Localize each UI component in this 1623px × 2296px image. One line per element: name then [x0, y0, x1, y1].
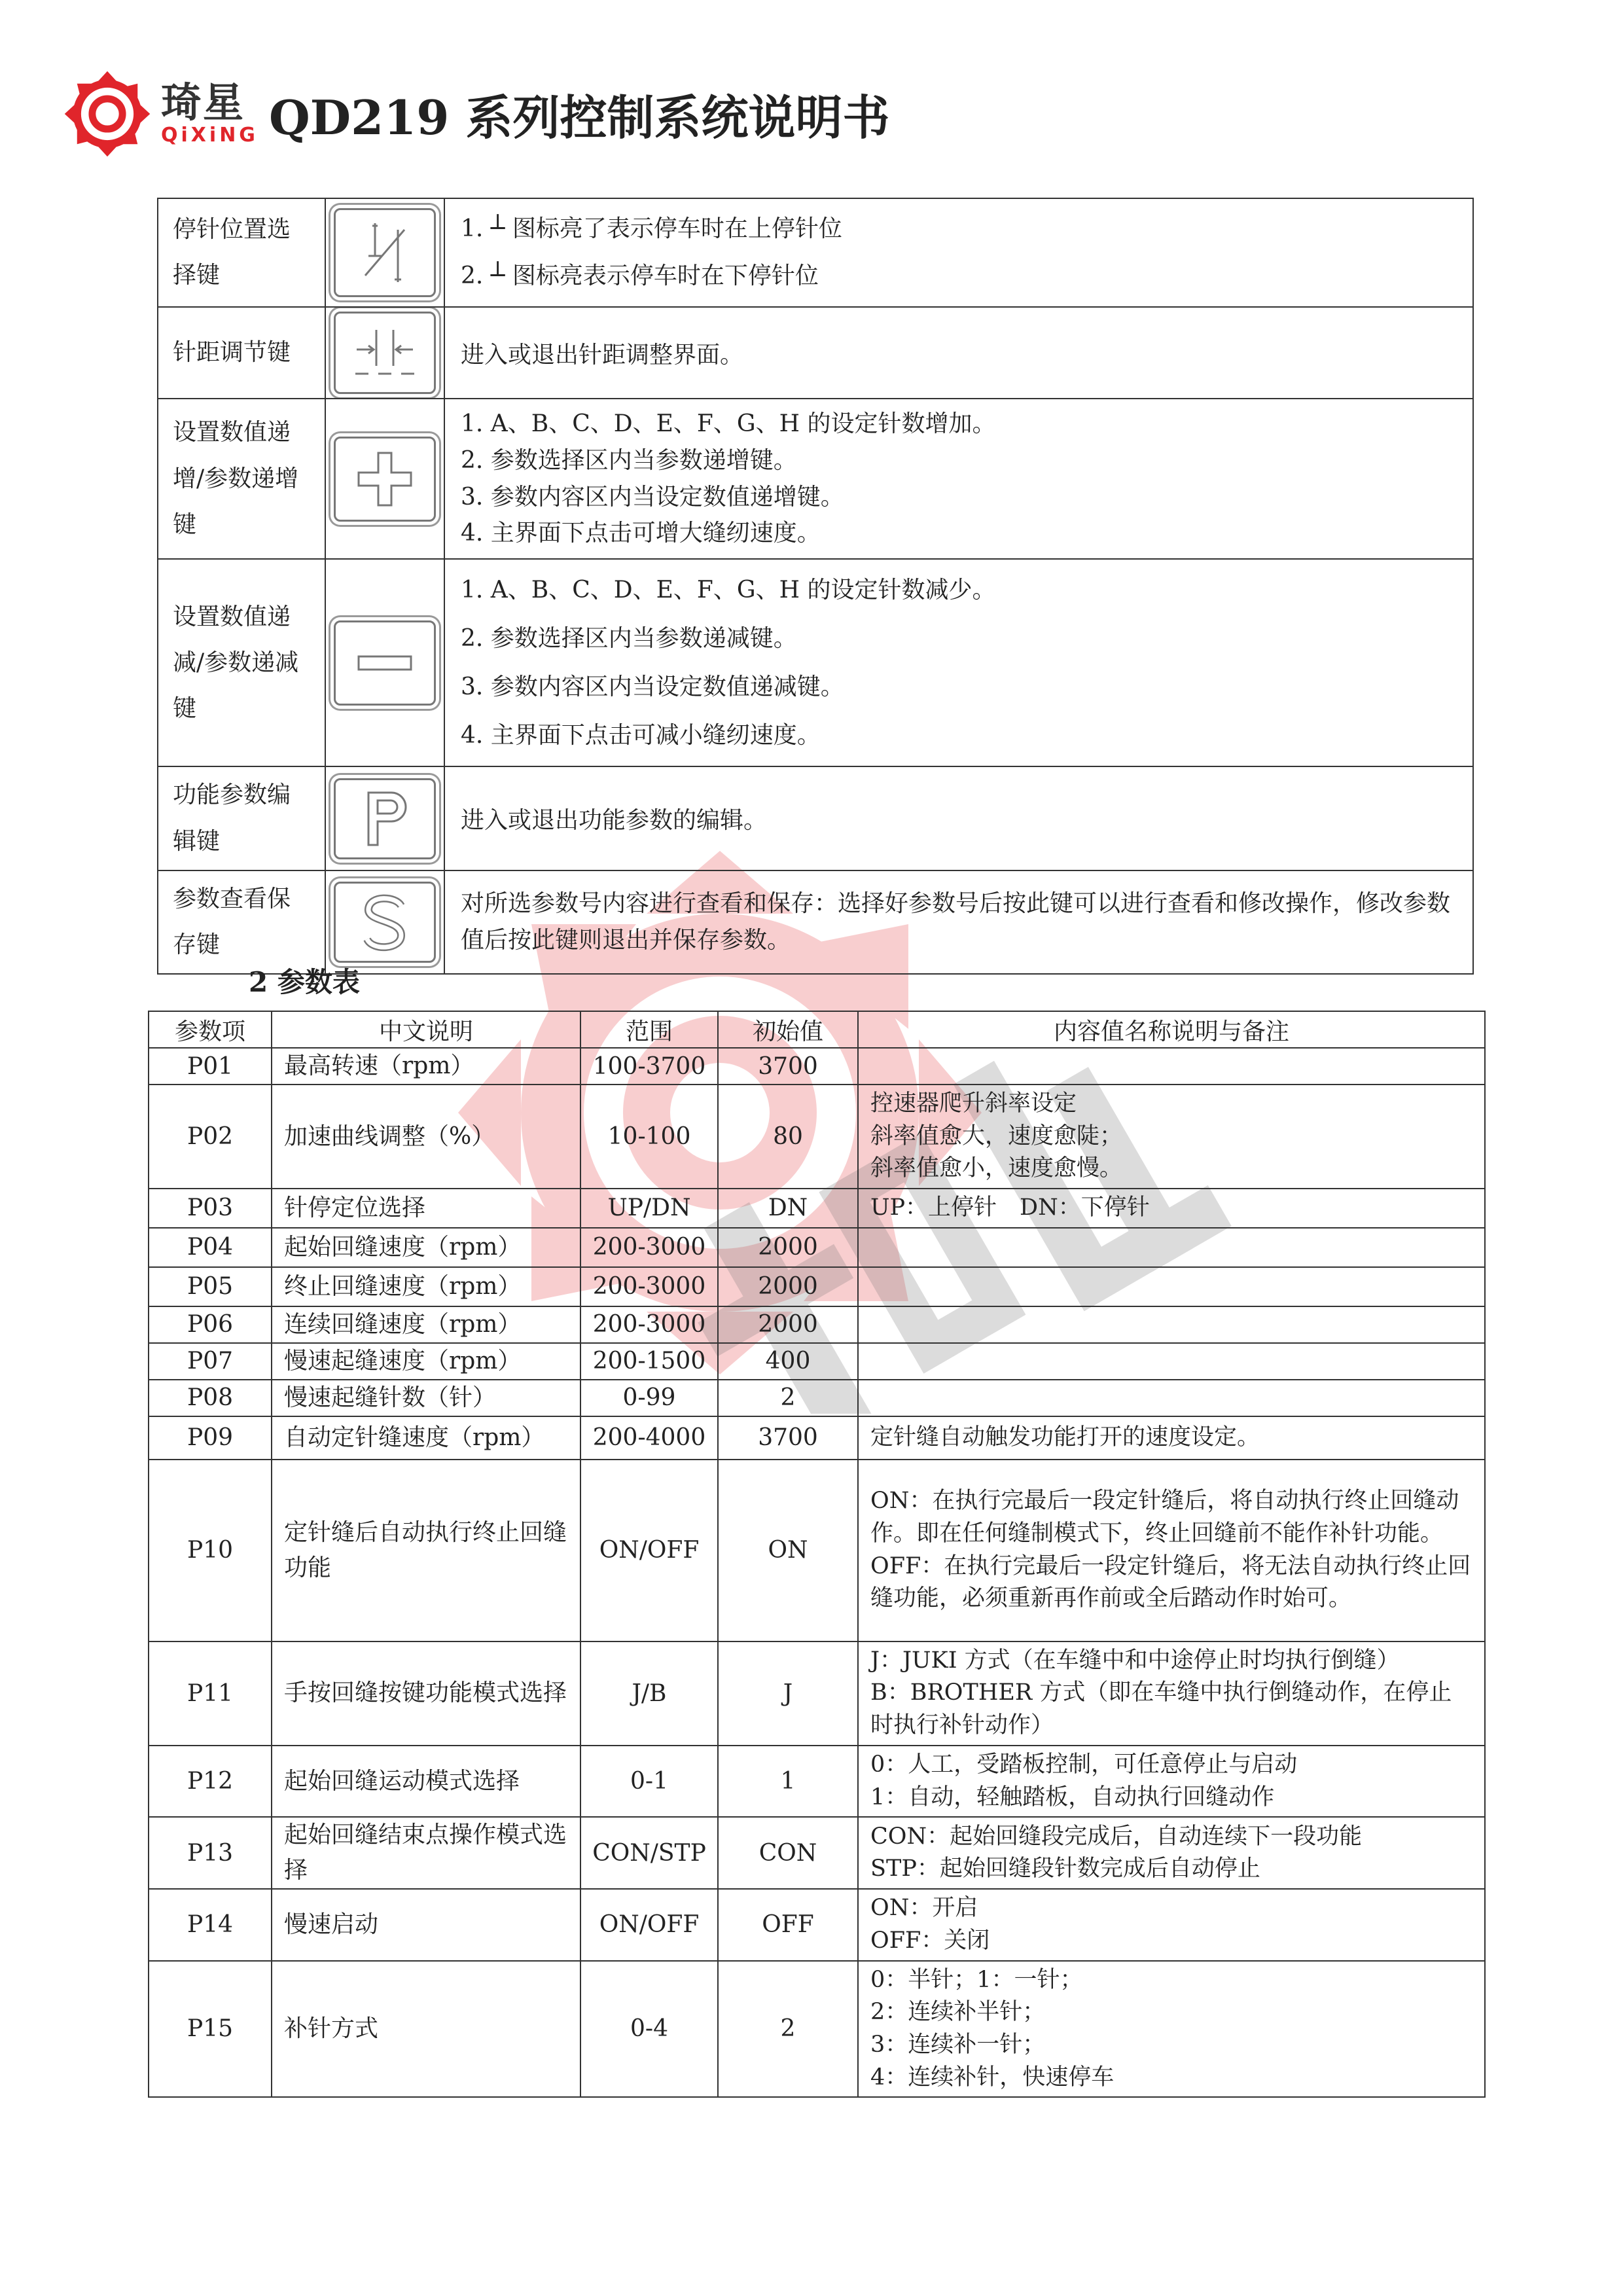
parameter-table [148, 1011, 1486, 2098]
table-row [149, 1189, 1485, 1228]
param-id: P03 [149, 1189, 272, 1228]
key-function-table [157, 198, 1474, 975]
param-note [858, 1641, 1485, 1746]
column-header: 中文说明 [272, 1011, 580, 1048]
table-row [158, 766, 1473, 870]
param-default: 400 [718, 1343, 858, 1380]
param-id: P05 [149, 1267, 272, 1306]
description-line: 3. 参数内容区内当设定数值递增键。 [461, 483, 844, 511]
column-header: 初始值 [718, 1011, 858, 1048]
document-title: QD219 系列控制系统说明书 [268, 90, 890, 145]
param-default: 2000 [718, 1228, 858, 1267]
param-id: P11 [149, 1641, 272, 1746]
param-id: P08 [149, 1380, 272, 1416]
key-icon-cell [325, 198, 444, 307]
param-note [858, 1228, 1485, 1267]
table-row [149, 1085, 1485, 1189]
key-icon-cell [325, 307, 444, 399]
table-row [149, 1889, 1485, 1960]
note-line: 1：自动，轻触踏板，自动执行回缝动作 [870, 1784, 1275, 1810]
description-line: 2. ┴ 图标亮表示停车时在下停针位 [461, 262, 819, 289]
key-icon-cell [325, 870, 444, 974]
column-header: 内容值名称说明与备注 [858, 1011, 1485, 1048]
param-default: OFF [718, 1889, 858, 1960]
param-default: 3700 [718, 1416, 858, 1460]
param-range: ON/OFF [580, 1889, 718, 1960]
column-header: 参数项 [149, 1011, 272, 1048]
param-id: P02 [149, 1085, 272, 1189]
description-line: 对所选参数号内容进行查看和保存：选择好参数号后按此键可以进行查看和修改操作，修改参数值后按此键则退出并保存参数。 [461, 890, 1451, 954]
param-name: 手按回缝按键功能模式选择 [272, 1641, 580, 1746]
param-default: 80 [718, 1085, 858, 1189]
minus-icon [334, 620, 436, 706]
param-id: P10 [149, 1460, 272, 1641]
parameter-table-body [149, 1048, 1485, 2097]
table-row [158, 399, 1473, 559]
note-line: OFF：关闭 [870, 1927, 990, 1954]
description-line: 进入或退出针距调整界面。 [461, 341, 744, 368]
key-description [444, 399, 1473, 559]
note-line: J：JUKI 方式（在车缝中和中途停止时均执行倒缝） [870, 1647, 1400, 1674]
key-name: 设置数值递增/参数递增键 [158, 399, 325, 559]
description-line: 进入或退出功能参数的编辑。 [461, 807, 768, 834]
param-note [858, 1267, 1485, 1306]
param-name: 起始回缝结束点操作模式选择 [272, 1817, 580, 1889]
param-range: 0-99 [580, 1380, 718, 1416]
description-line: 2. 参数选择区内当参数递减键。 [461, 624, 797, 652]
param-range: CON/STP [580, 1817, 718, 1889]
param-range: 200-3000 [580, 1267, 718, 1306]
key-icon-cell [325, 766, 444, 870]
s-key-icon [334, 882, 436, 963]
param-default: 1 [718, 1746, 858, 1817]
table-row [149, 1306, 1485, 1343]
param-name: 自动定针缝速度（rpm） [272, 1416, 580, 1460]
column-header: 范围 [580, 1011, 718, 1048]
table-row [149, 1343, 1485, 1380]
table-row [149, 1961, 1485, 2098]
key-name: 功能参数编辑键 [158, 766, 325, 870]
note-line: OFF：在执行完最后一段定针缝后，将无法自动执行终止回缝功能，必须重新再作前或全后踏动作时始可。 [870, 1552, 1471, 1612]
key-description [444, 766, 1473, 870]
param-range: 100-3700 [580, 1048, 718, 1085]
brand-name-cn: 琦星 [161, 79, 245, 126]
note-line: 斜率值愈大，速度愈陡； [870, 1122, 1123, 1149]
note-line: 0：人工，受踏板控制，可任意停止与启动 [870, 1751, 1298, 1778]
param-name: 定针缝后自动执行终止回缝功能 [272, 1460, 580, 1641]
param-id: P09 [149, 1416, 272, 1460]
table-row [149, 1746, 1485, 1817]
note-line: UP：上停针 DN：下停针 [870, 1194, 1150, 1221]
note-line: 3：连续补一针； [870, 2031, 1046, 2058]
key-icon-cell [325, 559, 444, 766]
brand-name-en: QiXiNG [161, 124, 259, 147]
description-line: 3. 参数内容区内当设定数值递减键。 [461, 673, 844, 700]
key-icon-cell [325, 399, 444, 559]
param-id: P15 [149, 1961, 272, 2098]
param-default: ON [718, 1460, 858, 1641]
key-description [444, 559, 1473, 766]
table-row [158, 870, 1473, 974]
brand [161, 79, 259, 147]
param-default: 2 [718, 1380, 858, 1416]
note-line: B：BROTHER 方式（即在车缝中执行倒缝动作，在停止时执行补针动作） [870, 1679, 1452, 1739]
param-name: 慢速启动 [272, 1889, 580, 1960]
param-default: 2000 [718, 1267, 858, 1306]
note-line: STP：起始回缝段针数完成后自动停止 [870, 1856, 1260, 1882]
description-line: 4. 主界面下点击可减小缝纫速度。 [461, 721, 821, 749]
key-name: 参数查看保存键 [158, 870, 325, 974]
param-note [858, 1817, 1485, 1889]
param-default: 2000 [718, 1306, 858, 1343]
qixing-logo-icon [63, 69, 152, 158]
param-id: P04 [149, 1228, 272, 1267]
section-title: 2 参数表 [249, 966, 360, 998]
param-note [858, 1343, 1485, 1380]
param-default: CON [718, 1817, 858, 1889]
description-line: 1. A、B、C、D、E、F、G、H 的设定针数增加。 [461, 410, 996, 437]
param-range: 200-1500 [580, 1343, 718, 1380]
table-row [149, 1228, 1485, 1267]
key-name: 停针位置选择键 [158, 198, 325, 307]
param-range: UP/DN [580, 1189, 718, 1228]
note-line: ON：开启 [870, 1895, 978, 1922]
param-id: P12 [149, 1746, 272, 1817]
note-line: 定针缝自动触发功能打开的速度设定。 [870, 1424, 1260, 1450]
note-line: 4：连续补针，快速停车 [870, 2064, 1115, 2090]
needle-position-icon [334, 208, 436, 297]
description-line: 1. ┴ 图标亮了表示停车时在上停针位 [461, 215, 842, 242]
param-note [858, 1306, 1485, 1343]
table-row [149, 1817, 1485, 1889]
param-name: 慢速起缝针数（针） [272, 1380, 580, 1416]
p-key-icon [334, 778, 436, 859]
param-range: 0-4 [580, 1961, 718, 2098]
description-line: 2. 参数选择区内当参数递增键。 [461, 446, 797, 474]
param-note [858, 1189, 1485, 1228]
param-name: 补针方式 [272, 1961, 580, 2098]
param-range: 200-4000 [580, 1416, 718, 1460]
table-row [149, 1267, 1485, 1306]
param-note [858, 1746, 1485, 1817]
description-line: 4. 主界面下点击可增大缝纫速度。 [461, 520, 821, 547]
key-name: 针距调节键 [158, 307, 325, 399]
param-name: 加速曲线调整（%） [272, 1085, 580, 1189]
param-range: 10-100 [580, 1085, 718, 1189]
param-note [858, 1085, 1485, 1189]
param-name: 终止回缝速度（rpm） [272, 1267, 580, 1306]
page-header [63, 68, 889, 160]
plus-icon [334, 437, 436, 522]
param-id: P13 [149, 1817, 272, 1889]
table-row [158, 307, 1473, 399]
table-row [149, 1641, 1485, 1746]
note-line: CON：起始回缝段完成后，自动连续下一段功能 [870, 1823, 1363, 1850]
table-row [149, 1460, 1485, 1641]
table-row [149, 1048, 1485, 1085]
stitch-length-icon [334, 312, 436, 394]
param-default: J [718, 1641, 858, 1746]
param-name: 起始回缝速度（rpm） [272, 1228, 580, 1267]
param-range: ON/OFF [580, 1460, 718, 1641]
param-id: P14 [149, 1889, 272, 1960]
param-name: 针停定位选择 [272, 1189, 580, 1228]
key-description [444, 198, 1473, 307]
note-line: ON：在执行完最后一段定针缝后，将自动执行终止回缝动作。即在任何缝制模式下，终止回缝前不能作补针功能。 [870, 1488, 1459, 1547]
param-default: 2 [718, 1961, 858, 2098]
note-line: 2：连续补半针； [870, 1999, 1046, 2026]
param-name: 连续回缝速度（rpm） [272, 1306, 580, 1343]
param-id: P07 [149, 1343, 272, 1380]
table-row [158, 559, 1473, 766]
param-note [858, 1961, 1485, 2098]
key-description [444, 870, 1473, 974]
param-range: 200-3000 [580, 1228, 718, 1267]
key-description [444, 307, 1473, 399]
param-default: 3700 [718, 1048, 858, 1085]
note-line: 0：半针；1：一针； [870, 1966, 1083, 1993]
note-line: 斜率值愈小，速度愈慢。 [870, 1155, 1123, 1182]
table-header-row [149, 1011, 1485, 1048]
param-default: DN [718, 1189, 858, 1228]
table-row [149, 1416, 1485, 1460]
table-row [149, 1380, 1485, 1416]
note-line: 控速器爬升斜率设定 [870, 1090, 1077, 1117]
param-id: P06 [149, 1306, 272, 1343]
param-note [858, 1416, 1485, 1460]
param-range: J/B [580, 1641, 718, 1746]
param-note [858, 1048, 1485, 1085]
param-note [858, 1460, 1485, 1641]
param-name: 慢速起缝速度（rpm） [272, 1343, 580, 1380]
param-id: P01 [149, 1048, 272, 1085]
param-range: 200-3000 [580, 1306, 718, 1343]
description-line: 1. A、B、C、D、E、F、G、H 的设定针数减少。 [461, 577, 996, 604]
param-name: 最高转速（rpm） [272, 1048, 580, 1085]
key-name: 设置数值递减/参数递减键 [158, 559, 325, 766]
table-row [158, 198, 1473, 307]
param-note [858, 1380, 1485, 1416]
param-note [858, 1889, 1485, 1960]
param-range: 0-1 [580, 1746, 718, 1817]
param-name: 起始回缝运动模式选择 [272, 1746, 580, 1817]
